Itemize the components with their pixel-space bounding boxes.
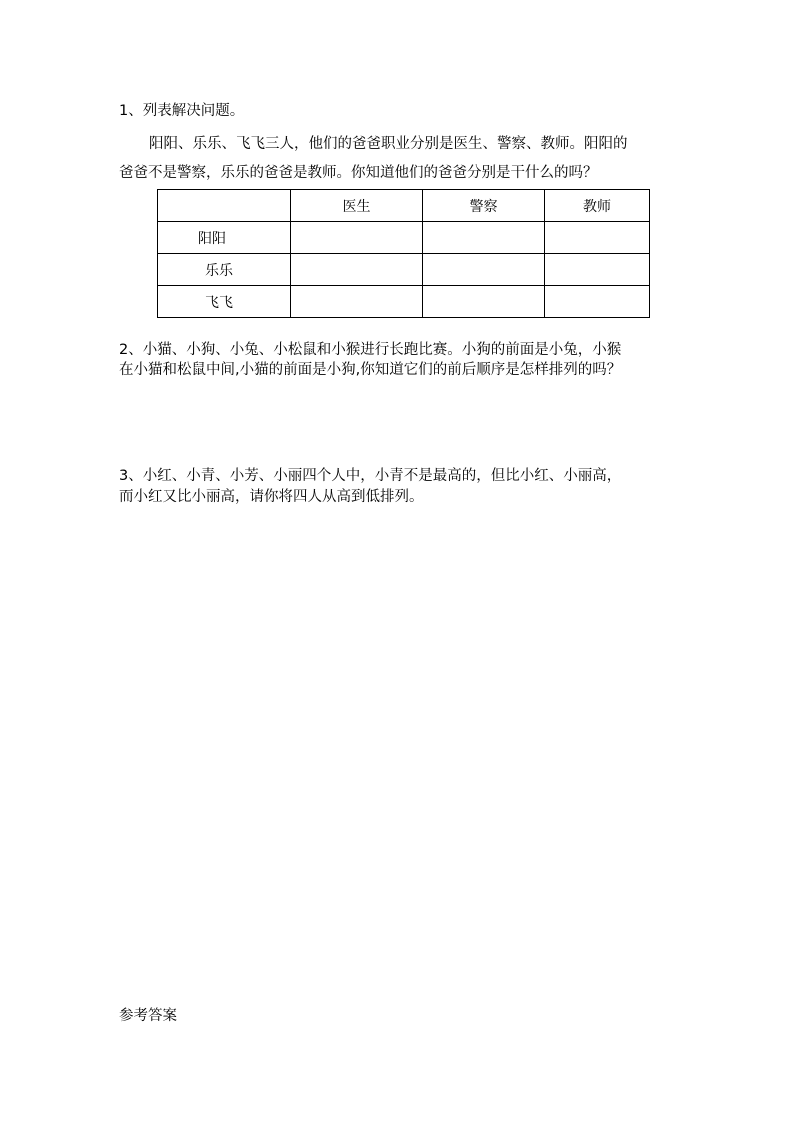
question-2-text-line-2: 在小猫和松鼠中间,小猫的前面是小狗,你知道它们的前后顺序是怎样排列的吗？	[119, 362, 622, 378]
table-cell[interactable]	[423, 254, 545, 286]
table-header-doctor: 医生	[291, 190, 423, 222]
table-header-row	[158, 190, 650, 222]
table-cell[interactable]	[545, 254, 650, 286]
table-row	[158, 222, 650, 254]
table-row	[158, 254, 650, 286]
answer-table	[157, 189, 650, 318]
table-header-teacher: 教师	[545, 190, 650, 222]
question-3-text-line-1: 3、小红、小青、小芳、小丽四个人中，小青不是最高的，但比小红、小丽高，	[119, 468, 622, 484]
answer-heading: 参考答案	[119, 1008, 177, 1024]
table-cell[interactable]	[545, 286, 650, 318]
row-label-feifei: 飞飞	[158, 286, 291, 318]
question-1-title: 1、列表解决问题。	[119, 103, 245, 119]
table-cell[interactable]	[291, 222, 423, 254]
table-header-corner	[158, 190, 291, 222]
question-1-text-line-1: 阳阳、乐乐、飞飞三人，他们的爸爸职业分别是医生、警察、教师。阳阳的	[149, 136, 628, 152]
table-cell[interactable]	[291, 254, 423, 286]
table-header-police: 警察	[423, 190, 545, 222]
table-cell[interactable]	[423, 222, 545, 254]
table-cell[interactable]	[423, 286, 545, 318]
question-1-text-line-2: 爸爸不是警察，乐乐的爸爸是教师。你知道他们的爸爸分别是干什么的吗？	[119, 165, 598, 181]
question-3-text-line-2: 而小红又比小丽高，请你将四人从高到低排列。	[119, 489, 424, 505]
table-row	[158, 286, 650, 318]
table-cell[interactable]	[291, 286, 423, 318]
row-label-yangyang: 阳阳	[158, 222, 291, 254]
table-cell[interactable]	[545, 222, 650, 254]
question-2-text-line-1: 2、小猫、小狗、小兔、小松鼠和小猴进行长跑比赛。小狗的前面是小兔，小猴	[119, 342, 622, 358]
row-label-lele: 乐乐	[158, 254, 291, 286]
